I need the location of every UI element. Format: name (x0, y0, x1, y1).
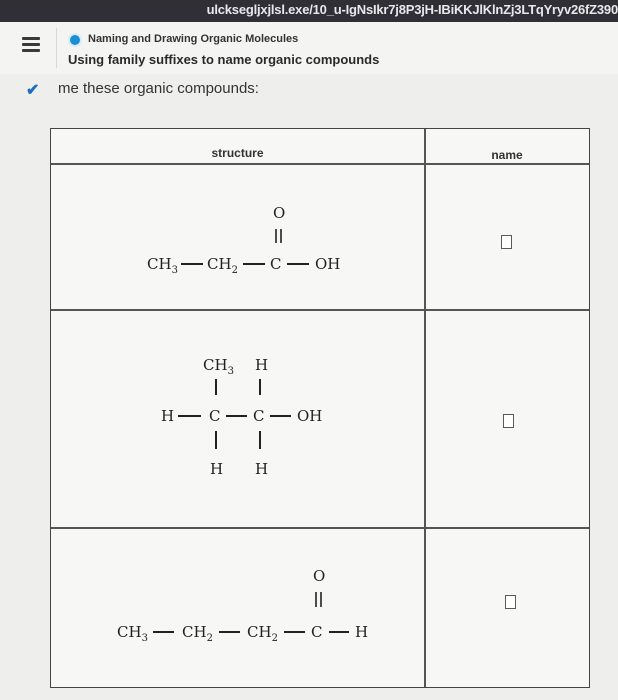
oxygen-atom: O (313, 567, 326, 585)
ch3-group: $CH_3$ (147, 255, 178, 276)
molecule-butanal-structure (51, 129, 424, 689)
progress-dot-icon (68, 33, 82, 47)
name-answer-input-row-2[interactable] (503, 414, 514, 428)
topic-subtitle: Using family suffixes to name organic compounds (68, 52, 380, 67)
carbon-atom: C (270, 255, 282, 273)
structure-cell-row-3 (51, 129, 424, 687)
structure-column-header: structure (211, 146, 264, 160)
instruction-row (0, 76, 618, 104)
url-text: ulcksegljxjlsl.exe/10_u-IgNsIkr7j8P3jH-IBiKKJlKlnZj3LTqYryv26fZ390 (206, 2, 618, 17)
hydroxyl-group: OH (315, 255, 341, 273)
hydrogen-atom: H (355, 623, 369, 641)
assignment-header (0, 22, 618, 74)
hydrogen-bottom-1: H (210, 460, 224, 478)
instruction-text: me these organic compounds: (58, 80, 259, 97)
browser-url-bar (0, 0, 618, 22)
hydrogen-top: H (255, 356, 269, 374)
ch2-group: $CH_2$ (207, 255, 238, 276)
carbon-atom-1: C (209, 407, 221, 425)
topic-title: Naming and Drawing Organic Molecules (88, 33, 299, 45)
compounds-table (50, 128, 590, 688)
ch3-branch: $CH_3$ (203, 356, 234, 377)
hydrogen-bottom-2: H (255, 460, 269, 478)
oxygen-atom: O (273, 204, 286, 222)
hydroxyl-group: OH (297, 407, 323, 425)
ch3-group: $CH_3$ (117, 623, 148, 644)
hamburger-menu-icon[interactable] (18, 32, 46, 58)
hydrogen-left: H (161, 407, 175, 425)
carbon-atom: C (311, 623, 323, 641)
name-answer-input-row-1[interactable] (501, 235, 512, 249)
ch2-group-2: $CH_2$ (247, 623, 278, 644)
header-divider (56, 28, 57, 68)
name-column-header: name (491, 148, 523, 162)
carbon-atom-2: C (253, 407, 265, 425)
ch2-group-1: $CH_2$ (182, 623, 213, 644)
chevron-down-icon[interactable]: ✔ (26, 82, 40, 99)
name-answer-input-row-3[interactable] (505, 595, 516, 609)
column-divider (424, 129, 426, 687)
